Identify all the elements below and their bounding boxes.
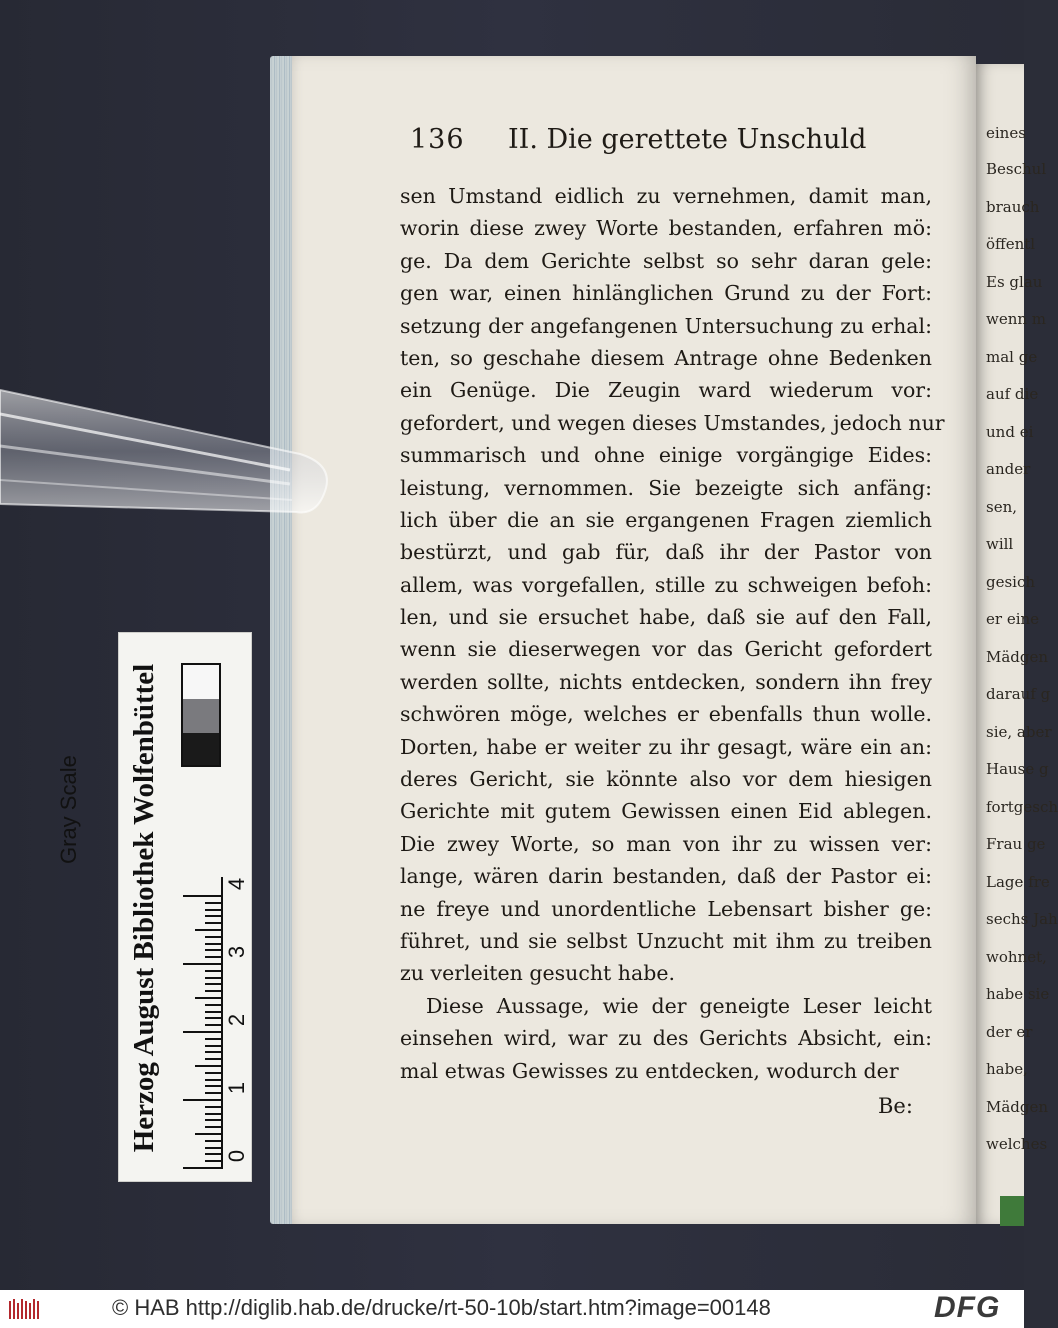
ruler-tick: [195, 1133, 223, 1135]
ruler-tick: [205, 990, 223, 992]
ruler-tick: [205, 1058, 223, 1060]
text-line: sen Umstand eidlich zu vernehmen, damit man,: [400, 184, 932, 208]
ruler-tick: [205, 1113, 223, 1115]
facing-line: Mädgen: [986, 1097, 1049, 1116]
ruler-tick: [183, 1167, 223, 1169]
credit-link[interactable]: © HAB http://diglib.hab.de/drucke/rt-50-10b/start.htm?image=00148: [112, 1295, 771, 1320]
ruler-tick: [205, 1024, 223, 1026]
facing-line: eines: [986, 124, 1026, 142]
ruler-tick: [205, 902, 223, 904]
gray-scale-label: Gray Scale: [56, 755, 81, 864]
ruler-number-2: 2: [224, 1013, 249, 1027]
facing-page-fragment: [976, 64, 1058, 1224]
ruler-tick: [195, 997, 223, 999]
ruler-tick: [205, 1119, 223, 1121]
catchword: Be:: [878, 1094, 913, 1118]
text-line: lange, wären darin bestanden, daß der Pastor ei:: [400, 864, 932, 889]
ruler-tick: [205, 977, 223, 979]
facing-line: Beschul: [986, 160, 1047, 178]
text-line: len, und sie ersuchet habe, daß sie auf den Fall,: [400, 605, 932, 630]
ruler-tick: [205, 1072, 223, 1074]
hab-logo-icon: [8, 1297, 40, 1321]
ruler-number-4: 4: [224, 877, 249, 891]
ruler-tick: [205, 1126, 223, 1128]
text-line: mal etwas Gewisses zu entdecken, wodurch der: [400, 1058, 899, 1083]
ruler-tick: [205, 1085, 223, 1087]
facing-line: mal ge: [986, 347, 1038, 366]
text-line: lich über die an sie ergangenen Fragen ziemlich: [400, 507, 932, 532]
facing-line: er eine: [986, 610, 1040, 628]
ruler-tick: [205, 1011, 223, 1013]
text-line: gefordert, und wegen dieses Umstandes, jedoch nur: [400, 410, 945, 435]
ruler-tick: [205, 949, 223, 951]
ruler-tick: [205, 1045, 223, 1047]
text-line: ein Genüge. Die Zeugin ward wiederum vor:: [400, 378, 932, 403]
ruler-tick: [205, 1140, 223, 1142]
swatch-white: [183, 665, 219, 699]
facing-line: und ei: [986, 422, 1034, 441]
swatch-gray: [183, 699, 219, 733]
ruler-tick: [205, 1004, 223, 1006]
ruler-tick: [205, 983, 223, 985]
ruler-tick: [205, 936, 223, 938]
ruler-tick: [205, 1017, 223, 1019]
ruler-number-1: 1: [224, 1081, 249, 1095]
transparent-clip: [0, 384, 330, 534]
facing-line: will: [986, 535, 1014, 553]
facing-line: Frau ge: [986, 835, 1046, 853]
ruler-number-3: 3: [224, 945, 249, 959]
ruler-tick: [205, 909, 223, 911]
facing-line: fortgesch: [986, 797, 1058, 816]
text-line: werden sollte, nichts entdecken, sondern ihn frey: [400, 669, 932, 694]
facing-line: sechs Jah: [986, 910, 1058, 928]
ruler-tick: [205, 970, 223, 972]
facing-line: gesich: [986, 572, 1036, 591]
facing-line: brauch: [986, 197, 1040, 216]
ruler-tick: [205, 915, 223, 917]
facing-line: Hause g: [986, 760, 1049, 778]
text-line: zu verleiten gesucht habe.: [400, 961, 675, 986]
facing-line: wohnet,: [986, 947, 1047, 966]
ruler-tick: [205, 1051, 223, 1053]
ruler-tick: [205, 956, 223, 958]
text-line: ten, so geschahe diesem Antrage ohne Bedenken: [400, 345, 932, 370]
text-line: worin diese zwey Worte bestanden, erfahren mö:: [400, 216, 932, 241]
text-line: allem, was vorgefallen, stille zu schweigen befoh:: [400, 572, 932, 597]
facing-line: Mädgen: [986, 647, 1049, 666]
ruler-tick: [205, 943, 223, 945]
text-line: Gerichte mit gutem Gewissen einen Eid ablegen.: [400, 799, 932, 824]
facing-line: der er: [986, 1022, 1033, 1041]
page-header: [410, 118, 970, 164]
ruler-tick: [205, 1092, 223, 1094]
running-title: II. Die gerettete Unschuld: [508, 124, 867, 155]
facing-line: sie, aber: [986, 722, 1052, 741]
text-line: summarisch und ohne einige vorgängige Eides:: [400, 443, 932, 468]
facing-line: Es glau: [986, 272, 1043, 291]
ruler-tick: [183, 963, 223, 965]
gray-scale-swatches: [181, 663, 221, 767]
text-line: Diese Aussage, wie der geneigte Leser leicht: [426, 993, 932, 1018]
page-number: 136: [410, 124, 465, 155]
text-line: Dorten, habe er weiter zu ihr gesagt, wäre ein an:: [400, 734, 932, 759]
swatch-black: [183, 733, 219, 765]
facing-line: Lage fre: [986, 872, 1050, 891]
facing-line: habe sie: [986, 985, 1050, 1003]
text-line: wenn sie dieserwegen vor das Gericht gefordert: [400, 637, 932, 662]
ruler-tick: [205, 1079, 223, 1081]
ruler-tick: [205, 1106, 223, 1108]
footer-bar: [0, 1290, 1024, 1328]
ruler-tick: [183, 1099, 223, 1101]
text-line: deres Gericht, sie könnte also vor dem hiesigen: [400, 767, 932, 792]
dfg-logo: DFG: [934, 1291, 1001, 1324]
text-line: führet, und sie selbst Unzucht mit ihm zu treiben: [400, 928, 932, 953]
card-title: Herzog August Bibliothek Wolfenbüttel: [128, 663, 160, 1153]
ruler-tick: [205, 1147, 223, 1149]
ruler-line: [221, 877, 223, 1169]
facing-line: öffentl: [986, 235, 1036, 253]
ruler-tick: [195, 1065, 223, 1067]
text-line: gen war, einen hinlänglichen Grund zu der Fort:: [400, 281, 932, 306]
facing-line: auf die: [986, 385, 1039, 403]
text-line: leistung, vernommen. Sie bezeigte sich anfäng:: [400, 475, 932, 500]
ruler-tick: [205, 1153, 223, 1155]
green-marker: [1000, 1196, 1024, 1226]
facing-line: wenn m: [986, 310, 1047, 328]
ruler-tick: [205, 1160, 223, 1162]
facing-line: sen,: [986, 497, 1018, 516]
facing-line: darauf g: [986, 685, 1051, 703]
ruler-number-0: 0: [224, 1149, 249, 1163]
text-line: setzung der angefangenen Untersuchung zu erhal:: [400, 313, 932, 338]
ruler-tick: [205, 922, 223, 924]
facing-line: habe,: [986, 1060, 1028, 1078]
text-line: schwören möge, welches er ebenfalls thun wolle.: [400, 702, 932, 727]
facing-line: welches: [986, 1135, 1048, 1153]
text-line: ge. Da dem Gerichte selbst so sehr daran gele:: [400, 248, 932, 273]
text-line: Die zwey Worte, so man von ihr zu wissen ver:: [400, 831, 932, 856]
ruler-tick: [183, 895, 223, 897]
text-line: einsehen wird, war zu des Gerichts Absicht, ein:: [400, 1026, 932, 1051]
text-line: ne freye und unordentliche Lebensart bisher ge:: [400, 896, 932, 921]
text-line: bestürzt, und gab für, daß ihr der Pastor von: [400, 540, 932, 565]
ruler-tick: [205, 1038, 223, 1040]
page-body-text: [400, 180, 945, 1087]
ruler-tick: [183, 1031, 223, 1033]
ruler-tick: [195, 929, 223, 931]
facing-line: ander: [986, 460, 1031, 478]
